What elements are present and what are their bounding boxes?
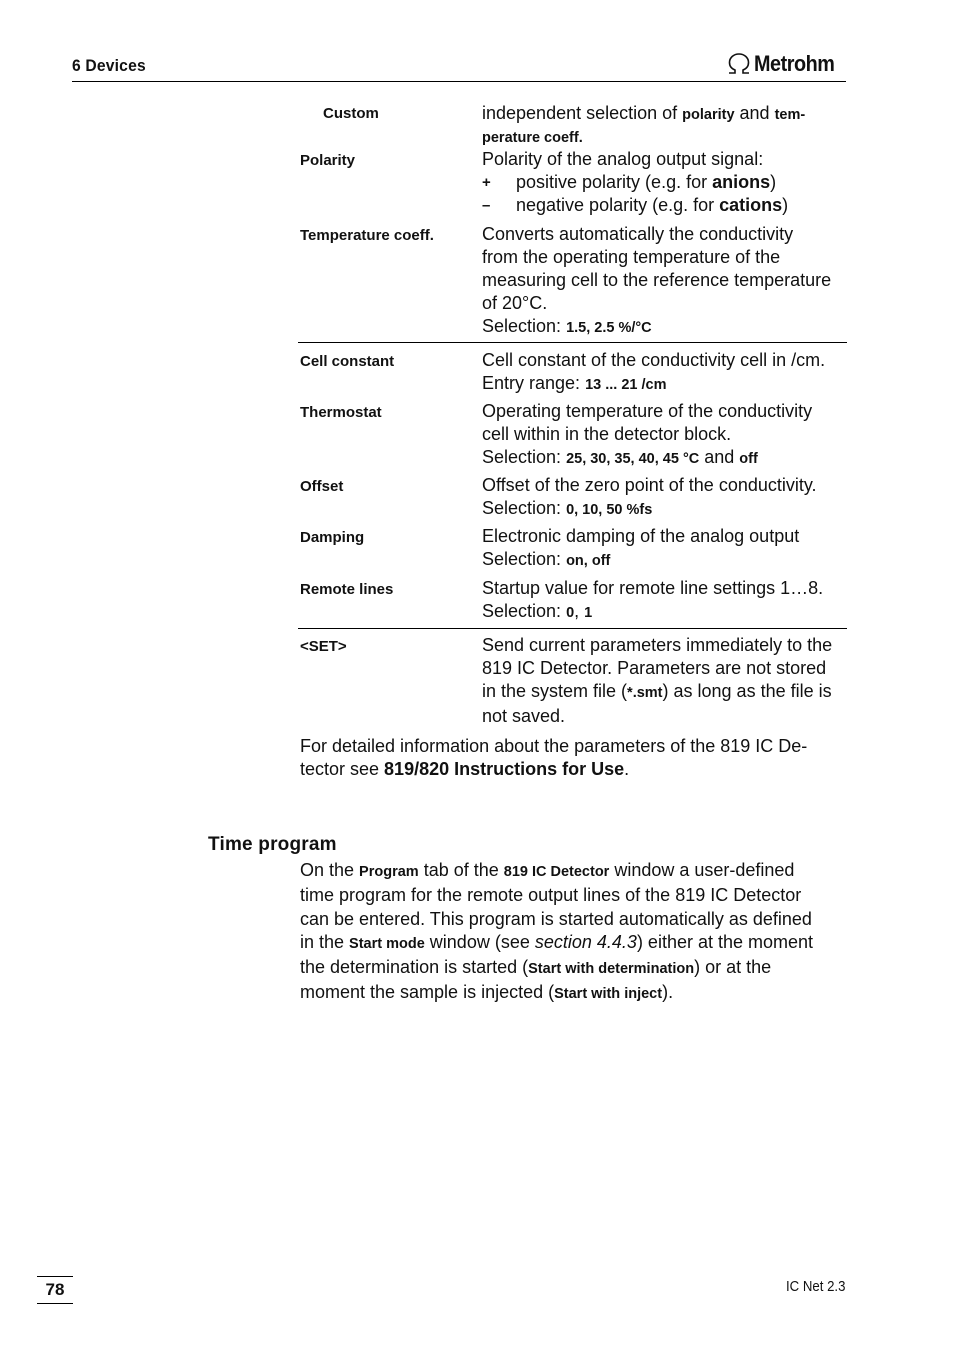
param-desc-remote-lines: Startup value for remote line settings 1…8. Selection: 0, 1 [482, 578, 824, 621]
param-label-custom: Custom [323, 105, 379, 122]
param-label-set: <SET> [300, 638, 347, 655]
param-label-damping: Damping [300, 529, 365, 546]
page-number: 78 [37, 1276, 73, 1304]
page-number-rule-bottom [37, 1303, 73, 1304]
chapter-heading: 6 Devices [72, 56, 146, 75]
param-desc-set: Send current parameters immediately to the 819 IC Detector. Parameters are not stored in the system file (*.smt) as long as the file is not saved. [482, 635, 833, 726]
metrohm-logo [726, 50, 843, 78]
header-divider [72, 81, 846, 82]
param-desc-temperature-coeff: Converts automatically the conductivity from the operating temperature of the measuring cell to the reference temperature of 20°C. Selection: 1.5, 2.5 %/°C [482, 224, 832, 336]
section-title-time-program: Time program [208, 834, 337, 855]
param-label-temperature-coeff: Temperature coeff. [300, 227, 434, 244]
time-program-paragraph: On the Program tab of the 819 IC Detector window a user-defined time program for the remote output lines of the 819 IC Detector can be entered. This program is started automatically as defined in the Start mode window (see section 4.4.3) either at the moment the determination is started (Start with determination) or at the moment the sample is injected (Start with inject). [300, 860, 814, 1003]
param-desc-thermostat: Operating temperature of the conductivity cell within in the detector block. Selection: 25, 30, 35, 40, 45 °C and off [482, 401, 813, 467]
polarity-option-minus: – negative polarity (e.g. for cations) [482, 195, 789, 215]
omega-icon [726, 52, 752, 76]
param-desc-damping: Electronic damping of the analog output Selection: on, off [482, 526, 800, 569]
param-desc-cell-constant: Cell constant of the conductivity cell in /cm. Entry range: 13 ... 21 /cm [482, 350, 826, 393]
param-label-offset: Offset [300, 478, 344, 495]
param-label-remote-lines: Remote lines [300, 581, 394, 598]
param-desc-offset: Offset of the zero point of the conductivity. Selection: 0, 10, 50 %fs [482, 475, 817, 518]
info-paragraph: For detailed information about the parameters of the 819 IC De- tector see 819/820 Instructions for Use. [300, 736, 808, 780]
table-divider [298, 628, 847, 629]
param-label-cell-constant: Cell constant [300, 353, 395, 370]
table-divider [298, 342, 847, 343]
polarity-option-plus: + positive polarity (e.g. for anions) [482, 172, 777, 192]
logo-text: Metrohm [754, 51, 835, 76]
footer-product-name: IC Net 2.3 [786, 1278, 846, 1295]
param-desc-polarity: Polarity of the analog output signal: + positive polarity (e.g. for anions) – negative polarity (e.g. for cations) [482, 148, 848, 217]
param-label-thermostat: Thermostat [300, 404, 382, 421]
page-number-rule-top [37, 1276, 73, 1277]
param-desc-custom: independent selection of polarity and tem- perature coeff. [482, 103, 806, 146]
param-label-polarity: Polarity [300, 152, 356, 169]
